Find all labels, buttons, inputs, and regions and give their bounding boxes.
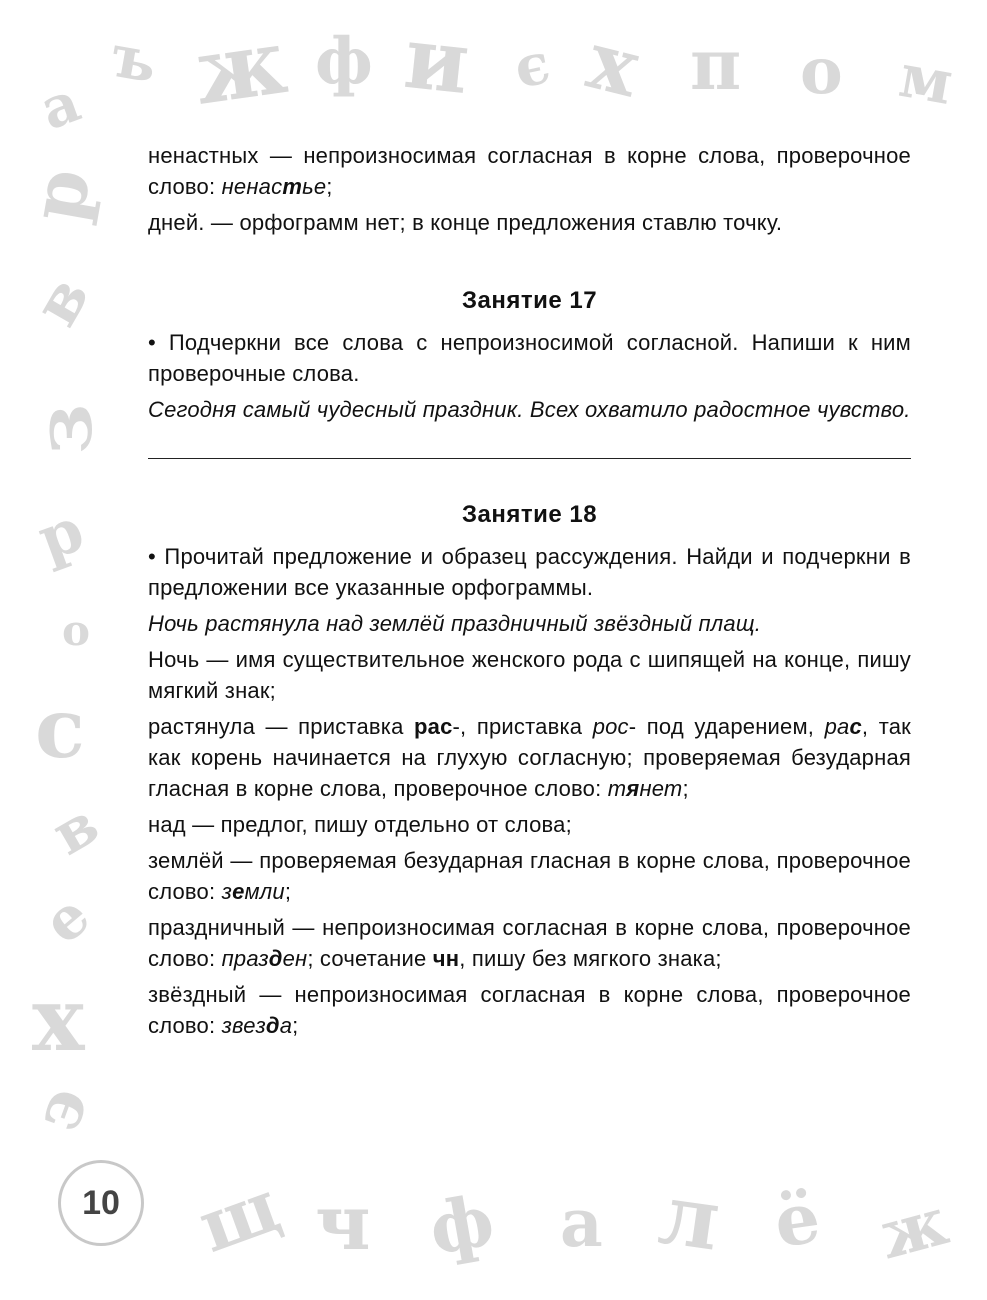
- deco-letter: р: [29, 494, 93, 576]
- deco-letter: а: [31, 68, 89, 144]
- analysis-rastyanula: растянула — приставка рас-, приставка рос- под ударением, рас, так как корень начинается на глухую согласную; проверяемая безударная гласная в корне слова, проверочное слово: тянет;: [148, 714, 911, 801]
- analysis-nad: над — предлог, пишу отдельно от слова;: [148, 812, 572, 837]
- analysis-zvezdny: звёздный — непроизносимая согласная в корне слова, проверочное слово: звезда;: [148, 982, 911, 1038]
- lesson-18-sentence: Ночь растянула над землёй праздничный звёздный плащ.: [148, 611, 762, 636]
- deco-letter: в: [40, 789, 110, 869]
- deco-letter: ъ: [106, 21, 163, 97]
- deco-letter: є: [508, 30, 556, 102]
- page-content: [148, 140, 911, 1046]
- deco-letter: щ: [187, 1162, 290, 1269]
- deco-letter: з: [18, 404, 110, 454]
- page-number: 10: [58, 1160, 144, 1246]
- deco-letter: в: [18, 263, 104, 338]
- deco-letter: х: [32, 967, 85, 1071]
- deco-letter: ф: [423, 1178, 500, 1271]
- deco-letter: ф: [315, 24, 373, 99]
- analysis-prazdnichny: праздничный — непроизносимая согласная в корне слова, проверочное слово: празден; сочетание чн, пишу без мягкого знака;: [148, 915, 911, 971]
- deco-letter: ж: [871, 1181, 956, 1275]
- deco-letter: э: [16, 1075, 104, 1141]
- analysis-noch: Ночь — имя существительное женского рода с шипящей на конце, пишу мягкий знак;: [148, 647, 911, 703]
- lesson-18-task: • Прочитай предложение и образец рассуждения. Найди и подчеркни в предложении все указанные орфограммы.: [148, 544, 911, 600]
- deco-letter: е: [30, 881, 103, 957]
- deco-letter: х: [579, 12, 649, 116]
- deco-letter: о: [800, 34, 843, 109]
- deco-letter: ж: [188, 8, 293, 126]
- deco-letter: о: [62, 606, 91, 655]
- paragraph-nenastnyh: ненастных — непроизносимая согласная в корне слова, проверочное слово: ненастье;: [148, 143, 911, 199]
- deco-letter: л: [653, 1163, 726, 1270]
- deco-letter: ч: [315, 1178, 371, 1267]
- deco-letter: с: [35, 681, 85, 777]
- lesson-17-title: Занятие 17: [461, 287, 598, 314]
- paragraph-dney: дней. — орфограмм нет; в конце предложения ставлю точку.: [148, 210, 783, 235]
- deco-letter: и: [399, 6, 474, 115]
- deco-letter: п: [690, 23, 742, 106]
- deco-letter: р: [14, 162, 108, 228]
- deco-letter: а: [560, 1184, 603, 1262]
- deco-letter: ё: [769, 1175, 826, 1264]
- lesson-17-task: • Подчеркни все слова с непроизносимой согласной. Напиши к ним проверочные слова.: [148, 330, 911, 386]
- deco-letter: м: [894, 41, 958, 119]
- analysis-zemley: землёй — проверяемая безударная гласная в корне слова, проверочное слово: земли;: [148, 848, 911, 904]
- lesson-17-sentence: Сегодня самый чудесный праздник. Всех охватило радостное чувство.: [148, 397, 911, 422]
- lesson-18-title: Занятие 18: [461, 501, 598, 528]
